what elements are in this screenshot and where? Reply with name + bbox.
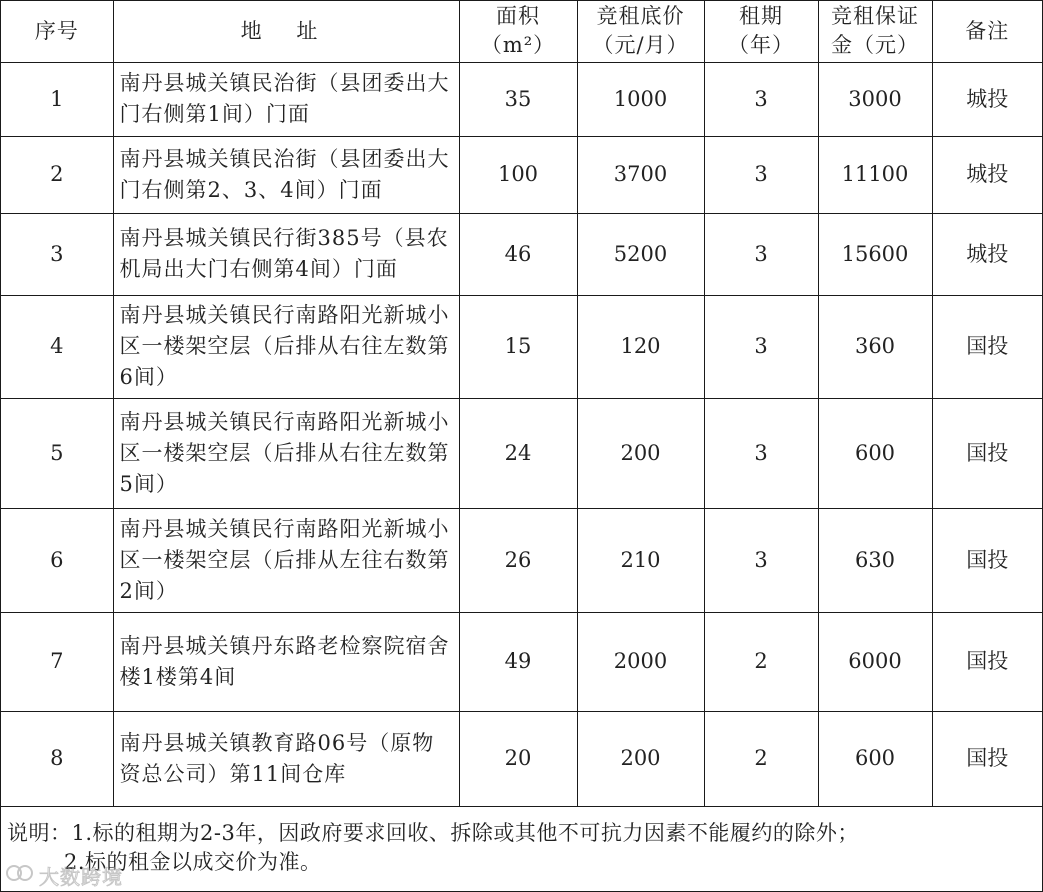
cell-deposit: 3000 xyxy=(818,62,932,136)
table-row xyxy=(1,711,1042,806)
cell-address: 南丹县城关镇民治街（县团委出大门右侧第2、3、4间）门面 xyxy=(113,136,459,213)
cell-deposit: 6000 xyxy=(818,612,932,711)
cell-remark: 国投 xyxy=(932,295,1042,398)
cell-area: 49 xyxy=(459,612,577,711)
cell-price: 210 xyxy=(577,508,704,612)
cell-price: 5200 xyxy=(577,213,704,295)
cell-area: 15 xyxy=(459,295,577,398)
header-area-line1: 面积 xyxy=(496,4,540,29)
cell-price: 2000 xyxy=(577,612,704,711)
cell-deposit: 630 xyxy=(818,508,932,612)
table-row xyxy=(1,612,1042,711)
cell-remark: 国投 xyxy=(932,398,1042,508)
table-row xyxy=(1,398,1042,508)
cell-seq: 8 xyxy=(1,711,113,806)
cell-address: 南丹县城关镇民行南路阳光新城小区一楼架空层（后排从右往左数第6间） xyxy=(113,295,459,398)
cell-seq: 3 xyxy=(1,213,113,295)
cell-area: 35 xyxy=(459,62,577,136)
cell-address: 南丹县城关镇教育路06号（原物资总公司）第11间仓库 xyxy=(113,711,459,806)
cell-seq: 2 xyxy=(1,136,113,213)
cell-address: 南丹县城关镇民行南路阳光新城小区一楼架空层（后排从左往右数第2间） xyxy=(113,508,459,612)
header-deposit-line1: 竞租保证 xyxy=(831,4,919,29)
header-price-line1: 竞租底价 xyxy=(596,4,685,29)
cell-area: 100 xyxy=(459,136,577,213)
cell-price: 200 xyxy=(577,398,704,508)
cell-deposit: 15600 xyxy=(818,213,932,295)
logo-icon xyxy=(5,861,35,889)
table-row xyxy=(1,136,1042,213)
header-deposit xyxy=(818,1,932,62)
cell-price: 1000 xyxy=(577,62,704,136)
header-seq: 序号 xyxy=(1,1,113,62)
cell-term: 3 xyxy=(704,508,818,612)
cell-term: 3 xyxy=(704,136,818,213)
header-remark: 备注 xyxy=(932,1,1042,62)
table-row xyxy=(1,213,1042,295)
cell-price: 200 xyxy=(577,711,704,806)
table-row xyxy=(1,295,1042,398)
cell-area: 46 xyxy=(459,213,577,295)
header-term-line2: （年） xyxy=(728,33,794,58)
cell-area: 26 xyxy=(459,508,577,612)
cell-price: 3700 xyxy=(577,136,704,213)
cell-address: 南丹县城关镇民行街385号（县农机局出大门右侧第4间）门面 xyxy=(113,213,459,295)
cell-area: 24 xyxy=(459,398,577,508)
cell-seq: 1 xyxy=(1,62,113,136)
header-term-line1: 租期 xyxy=(739,4,783,29)
header-address: 地 址 xyxy=(113,1,459,62)
cell-term: 3 xyxy=(704,398,818,508)
cell-seq: 5 xyxy=(1,398,113,508)
note-line-1: 说明：1.标的租期为2-3年，因政府要求回收、拆除或其他不可抗力因素不能履约的除外； xyxy=(7,821,859,845)
table-row xyxy=(1,508,1042,612)
cell-deposit: 600 xyxy=(818,711,932,806)
watermark xyxy=(5,861,123,889)
lease-table xyxy=(1,1,1042,807)
cell-remark: 城投 xyxy=(932,136,1042,213)
cell-remark: 城投 xyxy=(932,62,1042,136)
cell-deposit: 360 xyxy=(818,295,932,398)
cell-seq: 6 xyxy=(1,508,113,612)
cell-term: 2 xyxy=(704,612,818,711)
cell-term: 3 xyxy=(704,62,818,136)
cell-price: 120 xyxy=(577,295,704,398)
cell-term: 3 xyxy=(704,295,818,398)
header-deposit-line2: 金（元） xyxy=(831,33,919,58)
header-area-line2: （m²） xyxy=(480,33,556,58)
note-line-2: 2.标的租金以成交价为准。 xyxy=(64,850,322,874)
cell-seq: 7 xyxy=(1,612,113,711)
header-price xyxy=(577,1,704,62)
cell-remark: 国投 xyxy=(932,508,1042,612)
cell-deposit: 11100 xyxy=(818,136,932,213)
table-row xyxy=(1,62,1042,136)
cell-address: 南丹县城关镇民行南路阳光新城小区一楼架空层（后排从右往左数第5间） xyxy=(113,398,459,508)
header-price-line2: （元/月） xyxy=(592,33,689,58)
header-term xyxy=(704,1,818,62)
cell-deposit: 600 xyxy=(818,398,932,508)
cell-address: 南丹县城关镇民治街（县团委出大门右侧第1间）门面 xyxy=(113,62,459,136)
table-header-row xyxy=(1,1,1042,62)
cell-term: 3 xyxy=(704,213,818,295)
cell-term: 2 xyxy=(704,711,818,806)
notes xyxy=(7,819,859,877)
cell-seq: 4 xyxy=(1,295,113,398)
cell-area: 20 xyxy=(459,711,577,806)
cell-remark: 国投 xyxy=(932,612,1042,711)
watermark-text: 大数跨境 xyxy=(39,864,123,889)
cell-remark: 城投 xyxy=(932,213,1042,295)
header-area xyxy=(459,1,577,62)
cell-address: 南丹县城关镇丹东路老检察院宿舍楼1楼第4间 xyxy=(113,612,459,711)
cell-remark: 国投 xyxy=(932,711,1042,806)
